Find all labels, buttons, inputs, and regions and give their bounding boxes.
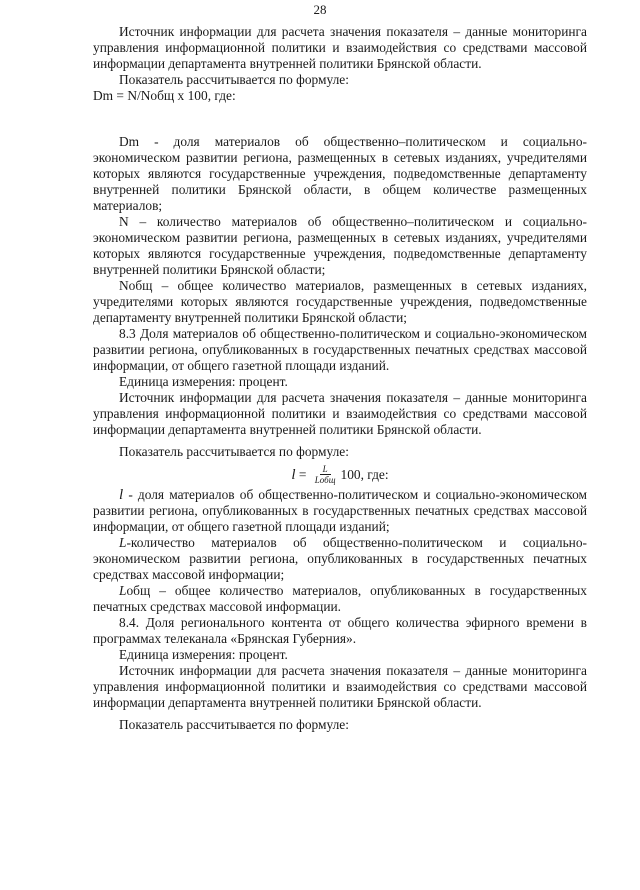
paragraph-formula-intro-2: Показатель рассчитывается по формуле: [119, 444, 349, 459]
var-L: L [119, 535, 127, 550]
paragraph-formula-intro-3: Показатель рассчитывается по формуле: [119, 717, 349, 732]
formula-l-lhs: l [291, 466, 296, 483]
page-number: 28 [313, 2, 327, 17]
paragraph-L-definition-text: -количество материалов об общественно-политическом и социально-экономическом развитии региона, опубликованных в государственных печатных средствах массовой информации; [93, 535, 587, 582]
paragraph-source-1: Источник информации для расчета значения показателя – данные мониторинга управления информационной политики и взаимодействия со средствами массовой информации департамента внутренней политики Брянской области. [93, 24, 587, 71]
formula-l-equals: = [295, 466, 310, 482]
document-body [93, 24, 587, 733]
var-Lobsh: L [119, 583, 127, 598]
paragraph-source-2: Источник информации для расчета значения показателя – данные мониторинга управления информационной политики и взаимодействия со средствами массовой информации департамента внутренней политики Брянской области. [93, 390, 587, 437]
formula-l-fraction [312, 464, 339, 485]
paragraph-8-3-title: 8.3 Доля материалов об общественно-политическом и социально-экономическом развитии региона, опубликованных в государственных печатных средствах массовой информации, от общего газетной площади изданий. [93, 326, 587, 373]
paragraph-8-4-title: 8.4. Доля регионального контента от общего количества эфирного времени в программах телеканала «Брянская Губерния». [93, 615, 587, 646]
formula-l-rest: 100, где: [340, 466, 389, 482]
var-l: l [119, 487, 124, 503]
paragraph-unit-1: Единица измерения: процент. [119, 374, 288, 389]
formula-l-denominator: Lобщ [314, 475, 336, 485]
paragraph-formula-intro-1: Показатель рассчитывается по формуле: [119, 72, 349, 87]
paragraph-source-3: Источник информации для расчета значения показателя – данные мониторинга управления информационной политики и взаимодействия со средствами массовой информации департамента внутренней политики Брянской области. [93, 663, 587, 710]
paragraph-l-definition-text: - доля материалов об общественно-политическом и социально-экономическом развитии региона, опубликованных в государственных печатных средствах массовой информации, от общего газетной площади изданий; [93, 487, 587, 534]
paragraph-n-definition: N – количество материалов об общественно–политическом и социально-экономическом развитии региона, размещенных в сетевых изданиях, учредителями которых являются государственные учреждения, подведомственные департаменту внутренней политики Брянской области; [93, 214, 587, 277]
formula-l-numerator: L [320, 464, 331, 475]
paragraph-dm-definition: Dm - доля материалов об общественно–политическом и социально-экономическом развитии региона, размещенных в сетевых изданиях, учредителями которых являются государственные учреждения, подведомственные департаменту внутренней политики Брянской области, в общем количестве размещенных материалов; [93, 134, 587, 213]
paragraph-nobsh-definition: Nобщ – общее количество материалов, размещенных в сетевых изданиях, учредителями которых являются государственные учреждения, подведомственные департаменту внутренней политики Брянской области; [93, 278, 587, 325]
formula-l [93, 464, 587, 485]
paragraph-L-definition [93, 535, 587, 583]
paragraph-l-definition [93, 487, 587, 535]
paragraph-unit-2: Единица измерения: процент. [119, 647, 288, 662]
paragraph-Lobsh-definition-text: общ – общее количество материалов, опубликованных в государственных печатных средствах массовой информации. [93, 583, 587, 614]
paragraph-Lobsh-definition [93, 583, 587, 615]
formula-dm: Dm = N/Nобщ х 100, где: [93, 88, 236, 103]
